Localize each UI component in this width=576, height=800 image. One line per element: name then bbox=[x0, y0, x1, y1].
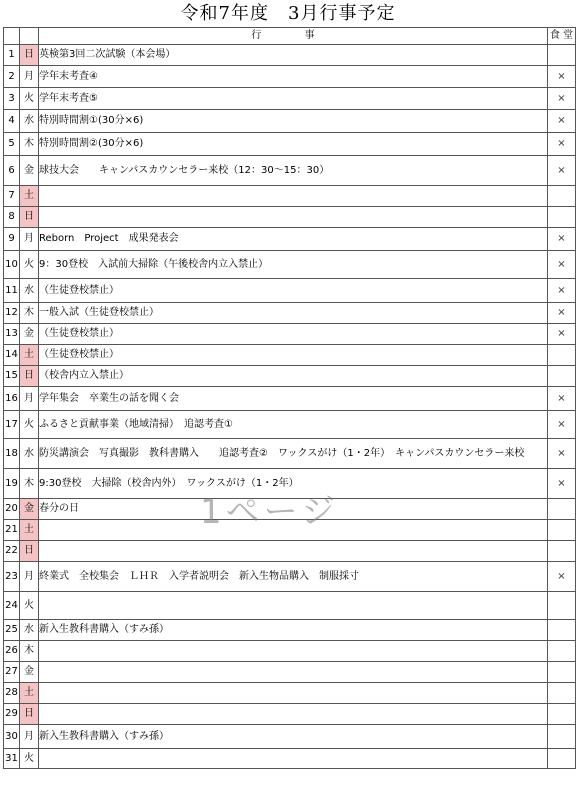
table-row bbox=[4, 749, 576, 769]
header-cafeteria: 食 堂 bbox=[548, 28, 576, 45]
events-cell: 新入生教科書購入（すみ孫） bbox=[39, 725, 548, 749]
table-row bbox=[4, 499, 576, 520]
events-cell: 一般入試（生徒登校禁止） bbox=[39, 303, 548, 324]
day-cell: 6 bbox=[4, 156, 20, 186]
events-cell bbox=[39, 704, 548, 725]
table-header-row bbox=[4, 28, 576, 45]
weekday-cell: 日 bbox=[20, 704, 39, 725]
table-row bbox=[4, 345, 576, 366]
events-cell bbox=[39, 541, 548, 562]
weekday-cell: 火 bbox=[20, 592, 39, 620]
events-cell: 9:30登校 大掃除（校舎内外） ワックスがけ（1・2年） bbox=[39, 469, 548, 499]
weekday-cell: 火 bbox=[20, 749, 39, 769]
header-day bbox=[4, 28, 20, 45]
day-cell: 29 bbox=[4, 704, 20, 725]
table-row bbox=[4, 228, 576, 251]
cafeteria-cell: × bbox=[548, 469, 576, 499]
cafeteria-cell bbox=[548, 520, 576, 541]
day-cell: 28 bbox=[4, 683, 20, 704]
cafeteria-cell bbox=[548, 641, 576, 662]
weekday-cell: 土 bbox=[20, 520, 39, 541]
table-row bbox=[4, 704, 576, 725]
day-cell: 30 bbox=[4, 725, 20, 749]
day-cell: 14 bbox=[4, 345, 20, 366]
table-row bbox=[4, 620, 576, 641]
day-cell: 22 bbox=[4, 541, 20, 562]
day-cell: 17 bbox=[4, 411, 20, 439]
events-cell bbox=[39, 207, 548, 228]
weekday-cell: 月 bbox=[20, 725, 39, 749]
table-row bbox=[4, 303, 576, 324]
cafeteria-cell bbox=[548, 592, 576, 620]
events-cell bbox=[39, 641, 548, 662]
weekday-cell: 木 bbox=[20, 469, 39, 499]
header-dow bbox=[20, 28, 39, 45]
events-cell: （生徒登校禁止） bbox=[39, 345, 548, 366]
cafeteria-cell bbox=[548, 620, 576, 641]
day-cell: 19 bbox=[4, 469, 20, 499]
day-cell: 5 bbox=[4, 133, 20, 156]
table-row bbox=[4, 387, 576, 411]
table-row bbox=[4, 520, 576, 541]
cafeteria-cell bbox=[548, 683, 576, 704]
page-watermark: 1ページ bbox=[200, 492, 339, 532]
table-row bbox=[4, 683, 576, 704]
header-events: 行 事 bbox=[39, 28, 548, 45]
events-cell: （校舎内立入禁止） bbox=[39, 366, 548, 387]
cafeteria-cell bbox=[548, 345, 576, 366]
day-cell: 7 bbox=[4, 186, 20, 207]
events-cell bbox=[39, 662, 548, 683]
events-cell: 球技大会 キャンパスカウンセラー来校（12：30～15：30） bbox=[39, 156, 548, 186]
events-cell bbox=[39, 520, 548, 541]
weekday-cell: 月 bbox=[20, 387, 39, 411]
events-cell: 特別時間割②(30分×6) bbox=[39, 133, 548, 156]
day-cell: 13 bbox=[4, 324, 20, 345]
day-cell: 18 bbox=[4, 439, 20, 469]
day-cell: 1 bbox=[4, 45, 20, 66]
cafeteria-cell bbox=[548, 662, 576, 683]
cafeteria-cell bbox=[548, 366, 576, 387]
events-cell: 英検第3回二次試験（本会場） bbox=[39, 45, 548, 66]
weekday-cell: 火 bbox=[20, 251, 39, 279]
table-row bbox=[4, 279, 576, 303]
cafeteria-cell bbox=[548, 541, 576, 562]
table-row bbox=[4, 439, 576, 469]
day-cell: 31 bbox=[4, 749, 20, 769]
day-cell: 16 bbox=[4, 387, 20, 411]
weekday-cell: 水 bbox=[20, 110, 39, 133]
cafeteria-cell: × bbox=[548, 562, 576, 592]
events-cell bbox=[39, 683, 548, 704]
table-row bbox=[4, 562, 576, 592]
events-cell: 春分の日 bbox=[39, 499, 548, 520]
events-cell: （生徒登校禁止） bbox=[39, 279, 548, 303]
table-row bbox=[4, 207, 576, 228]
weekday-cell: 金 bbox=[20, 499, 39, 520]
weekday-cell: 木 bbox=[20, 133, 39, 156]
cafeteria-cell: × bbox=[548, 66, 576, 88]
table-row bbox=[4, 725, 576, 749]
day-cell: 10 bbox=[4, 251, 20, 279]
events-cell bbox=[39, 186, 548, 207]
table-row bbox=[4, 251, 576, 279]
events-cell: 学年末考査④ bbox=[39, 66, 548, 88]
events-cell: Reborn Project 成果発表会 bbox=[39, 228, 548, 251]
day-cell: 20 bbox=[4, 499, 20, 520]
weekday-cell: 木 bbox=[20, 641, 39, 662]
table-row bbox=[4, 45, 576, 66]
day-cell: 9 bbox=[4, 228, 20, 251]
events-cell: 9：30登校 入試前大掃除（午後校舎内立入禁止） bbox=[39, 251, 548, 279]
table-row bbox=[4, 186, 576, 207]
day-cell: 26 bbox=[4, 641, 20, 662]
cafeteria-cell bbox=[548, 704, 576, 725]
day-cell: 4 bbox=[4, 110, 20, 133]
weekday-cell: 日 bbox=[20, 207, 39, 228]
events-cell: 学年末考査⑤ bbox=[39, 88, 548, 110]
table-row bbox=[4, 641, 576, 662]
day-cell: 27 bbox=[4, 662, 20, 683]
events-cell: 新入生教科書購入（すみ孫） bbox=[39, 620, 548, 641]
cafeteria-cell bbox=[548, 186, 576, 207]
day-cell: 8 bbox=[4, 207, 20, 228]
table-row bbox=[4, 88, 576, 110]
events-cell: 学年集会 卒業生の話を聞く会 bbox=[39, 387, 548, 411]
events-cell: （生徒登校禁止） bbox=[39, 324, 548, 345]
events-cell: 終業式 全校集会 ＬＨＲ 入学者説明会 新入生物品購入 制服採寸 bbox=[39, 562, 548, 592]
cafeteria-cell bbox=[548, 45, 576, 66]
weekday-cell: 土 bbox=[20, 186, 39, 207]
table-row bbox=[4, 541, 576, 562]
table-row bbox=[4, 156, 576, 186]
day-cell: 11 bbox=[4, 279, 20, 303]
weekday-cell: 金 bbox=[20, 662, 39, 683]
cafeteria-cell bbox=[548, 207, 576, 228]
day-cell: 12 bbox=[4, 303, 20, 324]
table-row bbox=[4, 469, 576, 499]
cafeteria-cell: × bbox=[548, 411, 576, 439]
day-cell: 2 bbox=[4, 66, 20, 88]
weekday-cell: 日 bbox=[20, 45, 39, 66]
cafeteria-cell: × bbox=[548, 387, 576, 411]
table-row bbox=[4, 324, 576, 345]
cafeteria-cell: × bbox=[548, 324, 576, 345]
cafeteria-cell: × bbox=[548, 251, 576, 279]
weekday-cell: 火 bbox=[20, 88, 39, 110]
weekday-cell: 水 bbox=[20, 620, 39, 641]
events-cell: 防災講演会 写真撮影 教科書購入 追認考査② ワックスがけ（1・2年） キャンパスカウンセラー来校 bbox=[39, 439, 548, 469]
page-title: 令和7年度 3月行事予定 bbox=[180, 3, 396, 24]
cafeteria-cell: × bbox=[548, 228, 576, 251]
weekday-cell: 月 bbox=[20, 562, 39, 592]
day-cell: 3 bbox=[4, 88, 20, 110]
cafeteria-cell: × bbox=[548, 156, 576, 186]
weekday-cell: 木 bbox=[20, 303, 39, 324]
table-row bbox=[4, 366, 576, 387]
table-row bbox=[4, 110, 576, 133]
table-row bbox=[4, 662, 576, 683]
cafeteria-cell: × bbox=[548, 133, 576, 156]
cafeteria-cell bbox=[548, 499, 576, 520]
schedule-table bbox=[3, 27, 576, 769]
day-cell: 23 bbox=[4, 562, 20, 592]
table-row bbox=[4, 133, 576, 156]
events-cell: 特別時間割①(30分×6) bbox=[39, 110, 548, 133]
weekday-cell: 日 bbox=[20, 366, 39, 387]
weekday-cell: 水 bbox=[20, 279, 39, 303]
weekday-cell: 土 bbox=[20, 345, 39, 366]
weekday-cell: 火 bbox=[20, 411, 39, 439]
table-row bbox=[4, 592, 576, 620]
schedule-body bbox=[4, 45, 576, 769]
cafeteria-cell: × bbox=[548, 88, 576, 110]
table-row bbox=[4, 66, 576, 88]
cafeteria-cell: × bbox=[548, 439, 576, 469]
table-row bbox=[4, 411, 576, 439]
weekday-cell: 金 bbox=[20, 156, 39, 186]
cafeteria-cell bbox=[548, 725, 576, 749]
cafeteria-cell: × bbox=[548, 110, 576, 133]
weekday-cell: 金 bbox=[20, 324, 39, 345]
cafeteria-cell bbox=[548, 749, 576, 769]
events-cell bbox=[39, 749, 548, 769]
weekday-cell: 月 bbox=[20, 228, 39, 251]
weekday-cell: 月 bbox=[20, 66, 39, 88]
weekday-cell: 土 bbox=[20, 683, 39, 704]
events-cell: ふるさと貢献事業（地域清掃） 追認考査① bbox=[39, 411, 548, 439]
day-cell: 24 bbox=[4, 592, 20, 620]
cafeteria-cell: × bbox=[548, 279, 576, 303]
day-cell: 25 bbox=[4, 620, 20, 641]
weekday-cell: 日 bbox=[20, 541, 39, 562]
day-cell: 21 bbox=[4, 520, 20, 541]
weekday-cell: 水 bbox=[20, 439, 39, 469]
cafeteria-cell: × bbox=[548, 303, 576, 324]
events-cell bbox=[39, 592, 548, 620]
day-cell: 15 bbox=[4, 366, 20, 387]
